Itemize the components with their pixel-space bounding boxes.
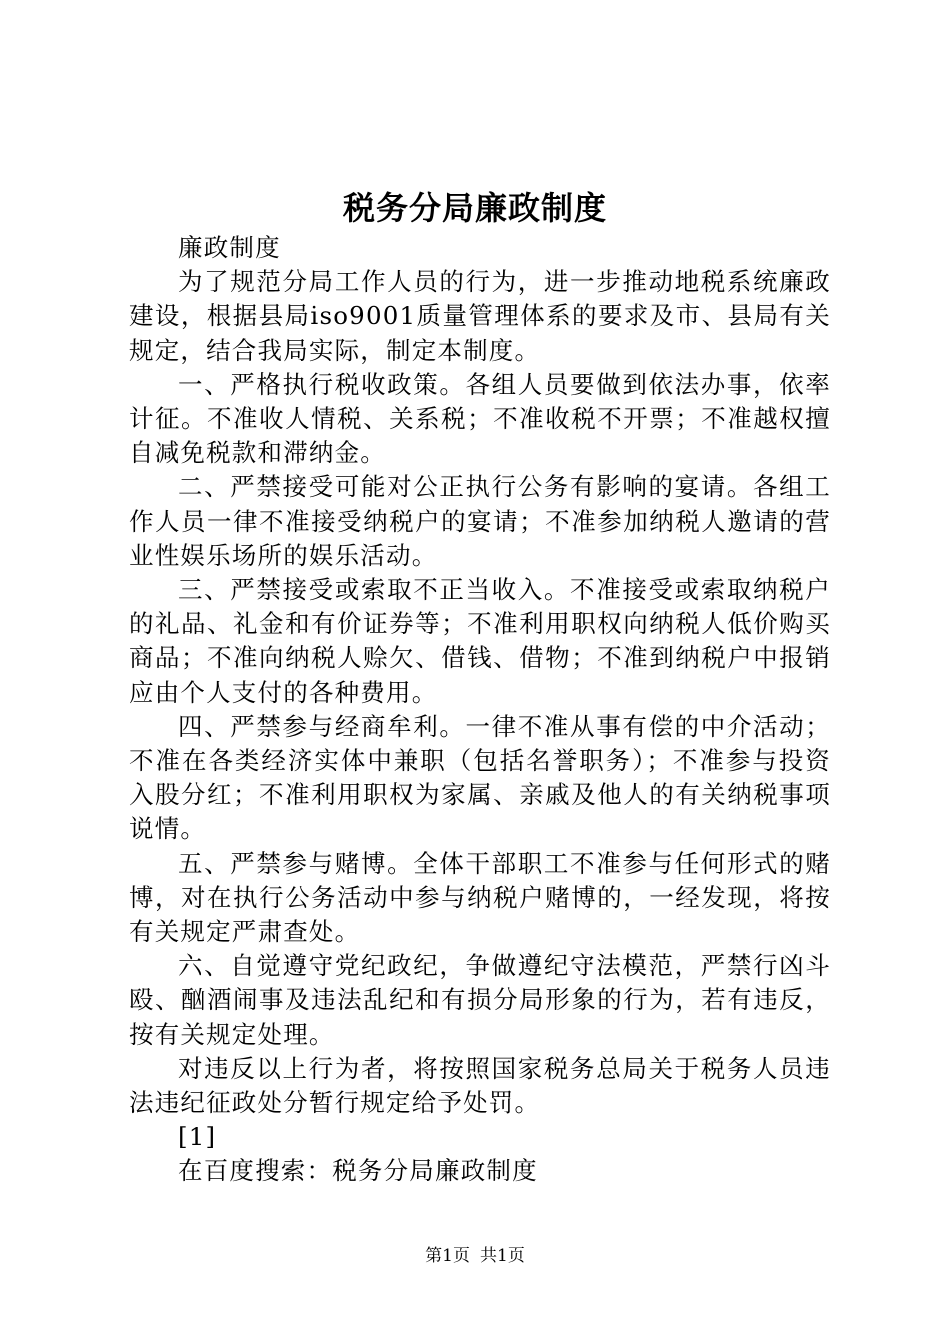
body-paragraph-reference: [1]	[178, 1122, 217, 1152]
body-paragraph-rule-4: 四、严禁参与经商牟利。一律不准从事有偿的中介活动；不准在各类经济实体中兼职（包括名誉职务）；不准参与投资入股分红；不准利用职权为家属、亲戚及他人的有关纳税事项说情。	[129, 711, 831, 844]
document-body	[129, 231, 831, 1189]
body-paragraph-rule-6: 六、自觉遵守党纪政纪，争做遵纪守法模范，严禁行凶斗殴、酗酒闹事及违法乱纪和有损分局形象的行为，若有违反，按有关规定处理。	[129, 951, 831, 1049]
page-number: 第1页	[425, 1246, 470, 1266]
body-paragraph-search-note: 在百度搜索：税务分局廉政制度	[178, 1156, 538, 1186]
body-paragraph-rule-3: 三、严禁接受或索取不正当收入。不准接受或索取纳税户的礼品、礼金和有价证券等；不准利用职权向纳税人低价购买商品；不准向纳税人赊欠、借钱、借物；不准到纳税户中报销应由个人支付的各种费用。	[129, 575, 831, 707]
body-paragraph-rule-2: 二、严禁接受可能对公正执行公务有影响的宴请。各组工作人员一律不准接受纳税户的宴请；不准参加纳税人邀请的营业性娱乐场所的娱乐活动。	[129, 472, 831, 570]
body-paragraph-intro: 为了规范分局工作人员的行为，进一步推动地税系统廉政建设，根据县局iso9001质量管理体系的要求及市、县局有关规定，结合我局实际，制定本制度。	[129, 267, 831, 365]
page-footer	[0, 1244, 950, 1268]
body-paragraph-rule-5: 五、严禁参与赌博。全体干部职工不准参与任何形式的赌博，对在执行公务活动中参与纳税户赌博的，一经发现，将按有关规定严肃查处。	[129, 848, 831, 947]
body-paragraph-heading: 廉政制度	[178, 233, 281, 262]
document-title: 税务分局廉政制度	[342, 189, 607, 227]
body-paragraph-rule-1: 一、严格执行税收政策。各组人员要做到依法办事，依率计征。不准收人情税、关系税；不准收税不开票；不准越权擅自减免税款和滞纳金。	[129, 369, 831, 468]
page-total: 共1页	[480, 1246, 525, 1266]
body-paragraph-penalty: 对违反以上行为者，将按照国家税务总局关于税务人员违法违纪征政处分暂行规定给予处罚。	[129, 1053, 831, 1118]
